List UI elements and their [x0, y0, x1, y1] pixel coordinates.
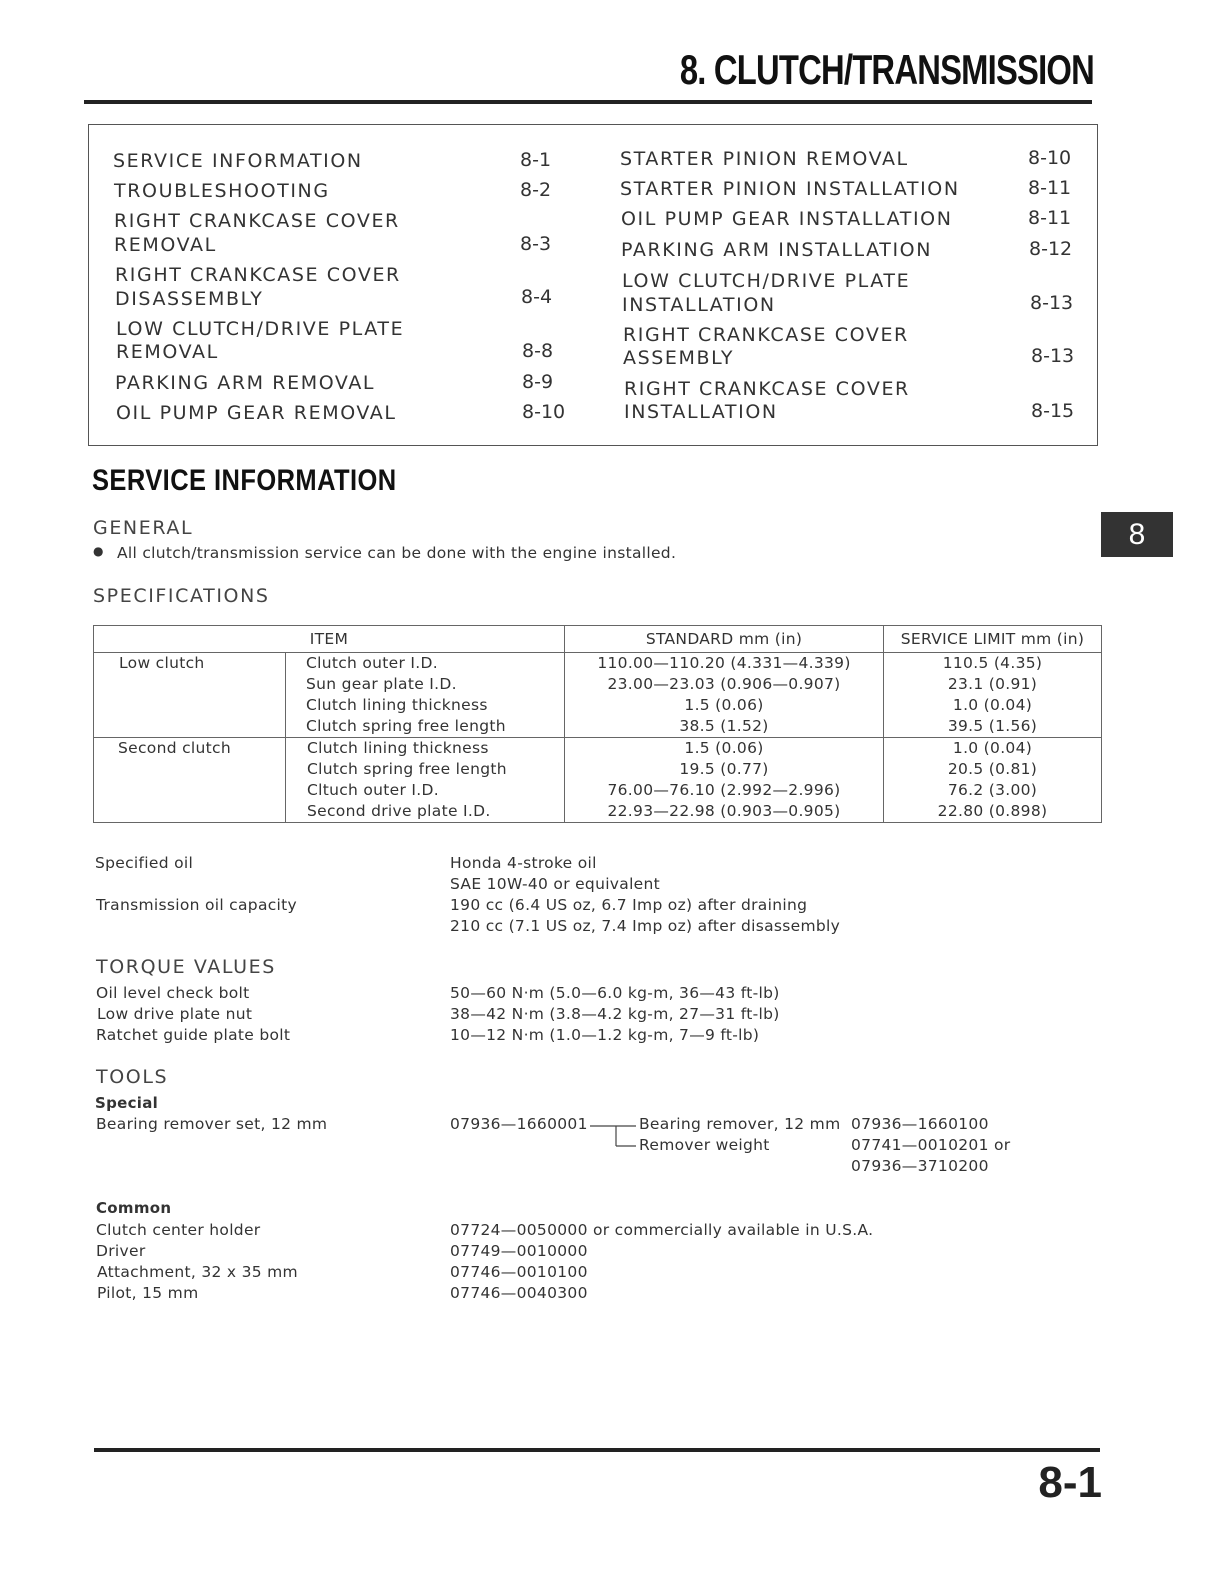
page-number: 8-1	[1038, 1458, 1102, 1507]
toc-item[interactable]: ASSEMBLY	[623, 347, 735, 369]
limit-value: 1.0 (0.04)	[952, 739, 1033, 757]
toc-page: 8-11	[1028, 177, 1072, 199]
item-name: Clutch lining thickness	[307, 739, 489, 757]
column-header: ITEM	[94, 626, 565, 653]
header-rule	[84, 100, 1092, 104]
limit-value: 110.5 (4.35)	[942, 654, 1043, 672]
group-name: Low clutch	[119, 654, 205, 672]
limit-value: 76.2 (3.00)	[947, 781, 1038, 799]
standard-value: 1.5 (0.06)	[684, 696, 764, 714]
item-name: Clutch outer I.D.	[306, 654, 438, 672]
toc-item[interactable]: DISASSEMBLY	[115, 288, 264, 310]
toc-item[interactable]: RIGHT CRANKCASE COVER	[114, 210, 400, 232]
toc-page: 8-10	[1028, 147, 1072, 169]
torque-value: 50—60 N·m (5.0—6.0 kg-m, 36—43 ft-lb)	[450, 984, 780, 1002]
table-row	[94, 653, 1102, 738]
general-heading: GENERAL	[93, 517, 194, 539]
torque-label: Low drive plate nut	[97, 1005, 253, 1023]
standard-value: 110.00—110.20 (4.331—4.339)	[597, 654, 851, 672]
common-tools-label: Common	[96, 1199, 172, 1217]
item-name: Clutch spring free length	[306, 717, 506, 735]
toc-item[interactable]: RIGHT CRANKCASE COVER	[115, 264, 401, 286]
general-note: All clutch/transmission service can be done with the engine installed.	[117, 544, 677, 562]
limit-value: 22.80 (0.898)	[937, 802, 1048, 820]
standard-value: 22.93—22.98 (0.903—0.905)	[607, 802, 841, 820]
tool-number: 07749—0010000	[450, 1242, 588, 1260]
tool-label: Bearing remover set, 12 mm	[96, 1115, 328, 1133]
tool-sub-number: 07936—1660100	[851, 1115, 989, 1133]
tool-number: 07746—0040300	[450, 1284, 588, 1302]
item-name: Cltuch outer I.D.	[307, 781, 439, 799]
tool-sub-name: Bearing remover, 12 mm	[639, 1115, 841, 1133]
torque-heading: TORQUE VALUES	[96, 956, 276, 978]
page-title: 8. CLUTCH/TRANSMISSION	[679, 46, 1094, 93]
tool-number: 07936—1660001	[450, 1115, 588, 1133]
toc-item[interactable]: RIGHT CRANKCASE COVER	[623, 324, 909, 346]
specifications-table	[93, 625, 1102, 823]
toc-page: 8-15	[1031, 400, 1075, 422]
item-name: Second drive plate I.D.	[307, 802, 491, 820]
tool-label: Clutch center holder	[96, 1221, 261, 1239]
toc-item[interactable]: OIL PUMP GEAR REMOVAL	[116, 402, 397, 424]
toc-item[interactable]: OIL PUMP GEAR INSTALLATION	[621, 208, 953, 230]
toc-item[interactable]: PARKING ARM INSTALLATION	[621, 239, 933, 261]
toc-page: 8-13	[1030, 292, 1074, 314]
standard-value: 76.00—76.10 (2.992—2.996)	[607, 781, 841, 799]
special-tools-label: Special	[95, 1094, 159, 1112]
toc-item[interactable]: REMOVAL	[116, 341, 219, 363]
toc-item[interactable]: RIGHT CRANKCASE COVER	[624, 378, 910, 400]
item-name: Clutch spring free length	[307, 760, 507, 778]
toc-page: 8-1	[520, 149, 552, 171]
footer-rule	[94, 1448, 1100, 1452]
tool-sub-number: 07741—0010201 or	[851, 1136, 1011, 1154]
group-name: Second clutch	[118, 739, 231, 757]
item-name: Sun gear plate I.D.	[306, 675, 457, 693]
tool-sub-number: 07936—3710200	[851, 1157, 989, 1175]
toc-item[interactable]: PARKING ARM REMOVAL	[115, 372, 376, 394]
item-name: Clutch lining thickness	[306, 696, 488, 714]
toc-item[interactable]: TROUBLESHOOTING	[114, 180, 330, 202]
specified-oil-value: SAE 10W-40 or equivalent	[450, 875, 661, 893]
tool-label: Driver	[96, 1242, 146, 1260]
toc-page: 8-2	[520, 179, 552, 201]
limit-value: 1.0 (0.04)	[952, 696, 1033, 714]
limit-value: 23.1 (0.91)	[947, 675, 1038, 693]
toc-item[interactable]: INSTALLATION	[622, 294, 776, 316]
torque-label: Ratchet guide plate bolt	[96, 1026, 291, 1044]
column-header: SERVICE LIMIT mm (in)	[884, 626, 1102, 653]
table-header-row	[94, 626, 1102, 653]
section-heading: SERVICE INFORMATION	[92, 464, 397, 497]
bracket-connector-icon	[590, 1124, 636, 1148]
tool-sub-name: Remover weight	[639, 1136, 770, 1154]
torque-value: 10—12 N·m (1.0—1.2 kg-m, 7—9 ft-lb)	[450, 1026, 760, 1044]
toc-page: 8-8	[522, 340, 554, 362]
toc-page: 8-9	[522, 371, 554, 393]
oil-capacity-value: 190 cc (6.4 US oz, 6.7 Imp oz) after draining	[450, 896, 808, 914]
limit-value: 39.5 (1.56)	[947, 717, 1038, 735]
toc-page: 8-3	[520, 233, 552, 255]
oil-capacity-value: 210 cc (7.1 US oz, 7.4 Imp oz) after disassembly	[450, 917, 841, 935]
toc-page: 8-12	[1029, 238, 1073, 260]
standard-value: 19.5 (0.77)	[679, 760, 769, 778]
specified-oil-label: Specified oil	[95, 854, 194, 872]
tool-label: Attachment, 32 x 35 mm	[97, 1263, 298, 1281]
limit-value: 20.5 (0.81)	[947, 760, 1038, 778]
bullet-icon: ●	[93, 544, 104, 558]
column-header: STANDARD mm (in)	[565, 626, 884, 653]
toc-item[interactable]: SERVICE INFORMATION	[113, 150, 363, 172]
standard-value: 38.5 (1.52)	[679, 717, 769, 735]
toc-item[interactable]: STARTER PINION REMOVAL	[620, 148, 909, 170]
standard-value: 1.5 (0.06)	[684, 739, 764, 757]
torque-value: 38—42 N·m (3.8—4.2 kg-m, 27—31 ft-lb)	[450, 1005, 780, 1023]
tools-heading: TOOLS	[96, 1066, 169, 1088]
specified-oil-value: Honda 4-stroke oil	[450, 854, 597, 872]
toc-item[interactable]: STARTER PINION INSTALLATION	[620, 178, 960, 200]
toc-item[interactable]: LOW CLUTCH/DRIVE PLATE	[116, 318, 405, 340]
table-row	[94, 738, 1102, 823]
toc-item[interactable]: INSTALLATION	[624, 401, 778, 423]
section-tab: 8	[1101, 512, 1173, 557]
oil-capacity-label: Transmission oil capacity	[96, 896, 298, 914]
toc-page: 8-11	[1028, 207, 1072, 229]
tool-number: 07724—0050000 or commercially available in U.S.A.	[450, 1221, 874, 1239]
tool-label: Pilot, 15 mm	[97, 1284, 199, 1302]
toc-page: 8-4	[521, 286, 553, 308]
toc-item[interactable]: REMOVAL	[114, 234, 217, 256]
toc-page: 8-13	[1031, 345, 1075, 367]
specifications-heading: SPECIFICATIONS	[93, 585, 270, 607]
standard-value: 23.00—23.03 (0.906—0.907)	[607, 675, 841, 693]
toc-item[interactable]: LOW CLUTCH/DRIVE PLATE	[622, 270, 911, 292]
tool-number: 07746—0010100	[450, 1263, 588, 1281]
torque-label: Oil level check bolt	[96, 984, 250, 1002]
toc-page: 8-10	[522, 401, 566, 423]
